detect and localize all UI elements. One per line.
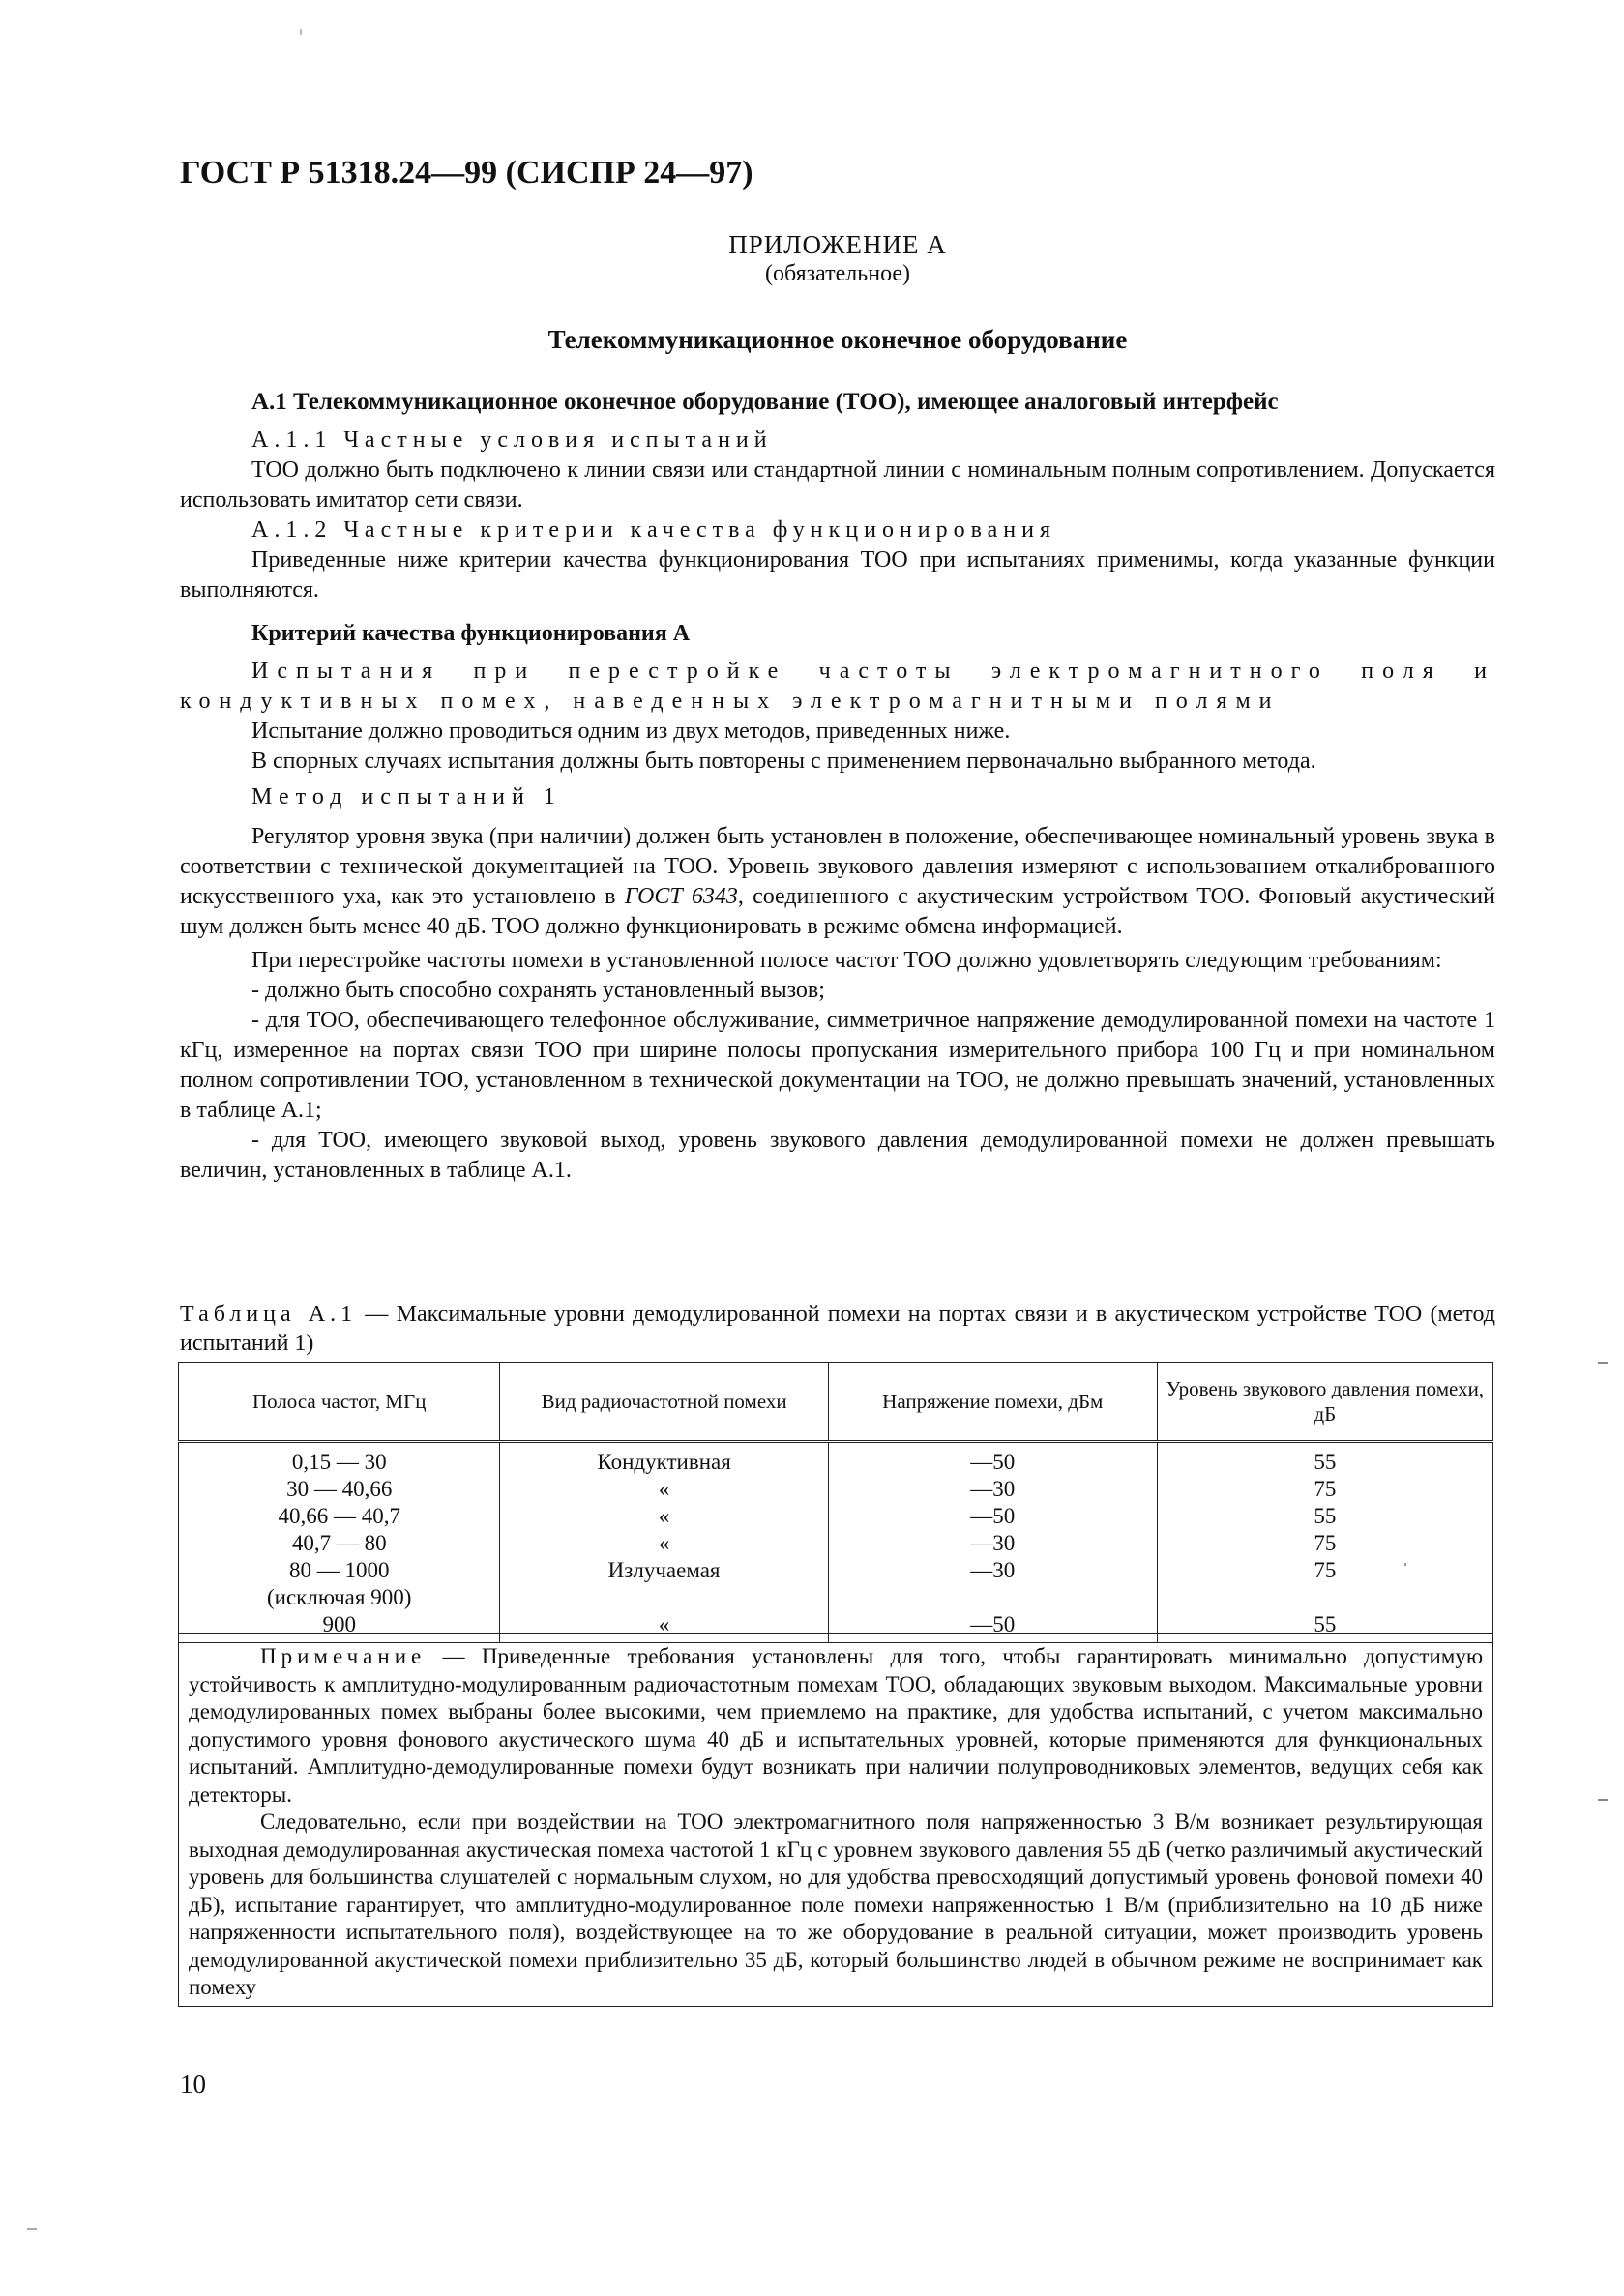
table-cell: 40,7 — 80	[179, 1530, 500, 1557]
table-cell: 40,66 — 40,7	[179, 1503, 500, 1530]
table-cell: 30 — 40,66	[179, 1476, 500, 1503]
scan-artifact	[1598, 1362, 1608, 1364]
list-item: - для ТОО, имеющего звуковой выход, уровень звукового давления демодулированной помехи не должен превышать величин, установленных в таблице А.1.	[180, 1128, 1495, 1183]
table-cell: 0,15 — 30	[179, 1442, 500, 1477]
table-cell: 55	[1157, 1611, 1492, 1643]
note-paragraph	[189, 1643, 1483, 1809]
table-cell	[828, 1584, 1157, 1611]
header-sound-pressure: Уровень звукового давления помехи, дБ	[1157, 1363, 1492, 1442]
table-cell: Кондуктивная	[500, 1442, 828, 1477]
scan-artifact	[27, 2228, 37, 2230]
list-item: - для ТОО, обеспечивающего телефонное обслуживание, симметричное напряжение демодулированной помехи на частоте 1 кГц, измеренное на портах связи ТОО при ширине полосы пропускания измерительного прибора 100 Гц и при номинальном полном сопротивлении ТОО, установленном в технической документации на ТОО, не должно превышать значений, установленных в таблице А.1;	[180, 1008, 1495, 1123]
test-heading: Испытания при перестройке частоты электромагнитного поля и кондуктивных помех, наведенных электромагнитными полями	[180, 659, 1495, 714]
table-caption	[180, 1300, 1495, 1358]
table-row	[179, 1584, 1493, 1611]
paragraph	[180, 822, 1495, 942]
section-title: А.1 Телекоммуникационное оконечное оборудование (ТОО), имеющее аналоговый интерфейс	[251, 389, 1279, 415]
table-cell: «	[500, 1611, 828, 1643]
table-cell: —30	[828, 1476, 1157, 1503]
appendix-title: Телекоммуникационное оконечное оборудование	[547, 325, 1128, 354]
text-span: Регулятор уровня звука (при наличии) должен быть установлен в положение, обеспечивающее номинальный уровень звука в соответствии с технической документацией на ТОО. Уровень звукового давления измеряют с использованием откалиброванного искусственного уха, как это установлено в	[180, 824, 1495, 909]
subsection-heading-2: А.1.2 Частные критерии качества функционирования	[251, 517, 1057, 543]
table-cell: 55	[1157, 1442, 1492, 1477]
paragraph: Приведенные ниже критерии качества функционирования ТОО при испытаниях применимы, когда указанные функции выполняются.	[180, 547, 1495, 603]
text-span: , соединенного с акустическим устройством ТОО. Фоновый акустический шум должен быть менее 40 дБ. ТОО должно функционировать в режиме обмена информацией.	[180, 884, 1495, 939]
header-interference-type: Вид радиочастотной помехи	[500, 1363, 828, 1442]
table-cell: 55	[1157, 1503, 1492, 1530]
paragraph: В спорных случаях испытания должны быть повторены с применением первоначально выбранного метода.	[251, 749, 1316, 774]
table-cell: «	[500, 1530, 828, 1557]
table-cell: (исключая 900)	[179, 1584, 500, 1611]
list-item: - должно быть способно сохранять установленный вызов;	[251, 978, 825, 1003]
table-cell: 75	[1157, 1530, 1492, 1557]
standard-reference: ГОСТ 6343	[624, 884, 738, 909]
table-cell: —50	[828, 1442, 1157, 1477]
paragraph: ТОО должно быть подключено к линии связи или стандартной линии с номинальным полным сопротивлением. Допускается использовать имитатор сети связи.	[180, 457, 1495, 513]
note-label: Примечание	[260, 1644, 427, 1668]
standard-designation: ГОСТ Р 51318.24—99 (СИСПР 24—97)	[180, 155, 753, 191]
table-caption-text: — Максимальные уровни демодулированной помехи на портах связи и в акустическом устройстве ТОО (метод испытаний 1)	[180, 1302, 1495, 1356]
table-cell: 80 — 1000	[179, 1557, 500, 1584]
section-body	[180, 426, 1495, 1186]
paragraph: Испытание должно проводиться одним из двух методов, приведенных ниже.	[251, 719, 1011, 744]
table-cell: —50	[828, 1611, 1157, 1643]
table-row	[179, 1557, 1493, 1584]
table-cell	[500, 1584, 828, 1611]
scan-artifact	[1598, 1799, 1608, 1801]
table-row	[179, 1530, 1493, 1557]
table-row	[179, 1503, 1493, 1530]
appendix-label: ПРИЛОЖЕНИЕ А	[728, 230, 947, 259]
note-paragraph: Следовательно, если при воздействии на ТОО электромагнитного поля напряженностью 3 В/м возникает результирующая выходная демодулированная акустическая помеха частотой 1 кГц с уровнем звукового давления 55 дБ (четко различимый акустический уровень для большинства слушателей с нормальным слухом, но для удобства превосходящий допустимый уровень фоновой помехи 40 дБ), испытание гарантирует, что амплитудно-модулированное поле помехи напряженностью 1 В/м (приблизительно на 10 дБ ниже напряженности испытательного поля), воздействующее на то же оборудование в реальной ситуации, может производить уровень демодулированной акустической помехи приблизительно 35 дБ, который большинство людей в обычном режиме не воспринимает как помеху	[189, 1810, 1483, 1999]
table-cell: 900	[179, 1611, 500, 1643]
table-label: Таблица А.1	[180, 1302, 358, 1327]
page-number: 10	[180, 2070, 206, 2099]
table-cell: «	[500, 1503, 828, 1530]
table-cell: Излучаемая	[500, 1557, 828, 1584]
criterion-title: Критерий качества функционирования А	[251, 621, 691, 646]
table-header-row	[179, 1363, 1493, 1442]
table-note	[178, 1633, 1493, 2007]
table-row	[179, 1442, 1493, 1477]
subsection-heading-1: А.1.1 Частные условия испытаний	[251, 427, 773, 453]
table-cell: «	[500, 1476, 828, 1503]
header-frequency-band: Полоса частот, МГц	[179, 1363, 500, 1442]
table-cell: —30	[828, 1530, 1157, 1557]
header-voltage: Напряжение помехи, дБм	[828, 1363, 1157, 1442]
table-cell	[1157, 1584, 1492, 1611]
data-table	[178, 1362, 1493, 1643]
paragraph: При перестройке частоты помехи в установленной полосе частот ТОО должно удовлетворять следующим требованиям:	[251, 948, 1442, 973]
table-cell: 75	[1157, 1476, 1492, 1503]
method-heading: Метод испытаний 1	[251, 784, 562, 809]
table-cell: —50	[828, 1503, 1157, 1530]
scan-artifact	[300, 29, 302, 35]
table-row	[179, 1476, 1493, 1503]
scan-artifact	[1404, 1563, 1406, 1566]
table-cell: 75	[1157, 1557, 1492, 1584]
table-cell: —30	[828, 1557, 1157, 1584]
appendix-status: (обязательное)	[765, 261, 910, 286]
note-text: — Приведенные требования установлены для того, чтобы гарантировать минимально допустимую устойчивость к амплитудно-модулированным радиочастотным помехам ТОО, обладающих звуковым выходом. Максимальные уровни демодулированных помех выбраны более высокими, чем приемлемо на практике, для удобства испытаний, с учетом максимально допустимого уровня фонового акустического шума 40 дБ и испытательных уровней, которые применяются для функциональных испытаний. Амплитудно-демодулированные помехи будут возникать при наличии полупроводниковых элементов, ведущих себя как детекторы.	[189, 1644, 1483, 1807]
